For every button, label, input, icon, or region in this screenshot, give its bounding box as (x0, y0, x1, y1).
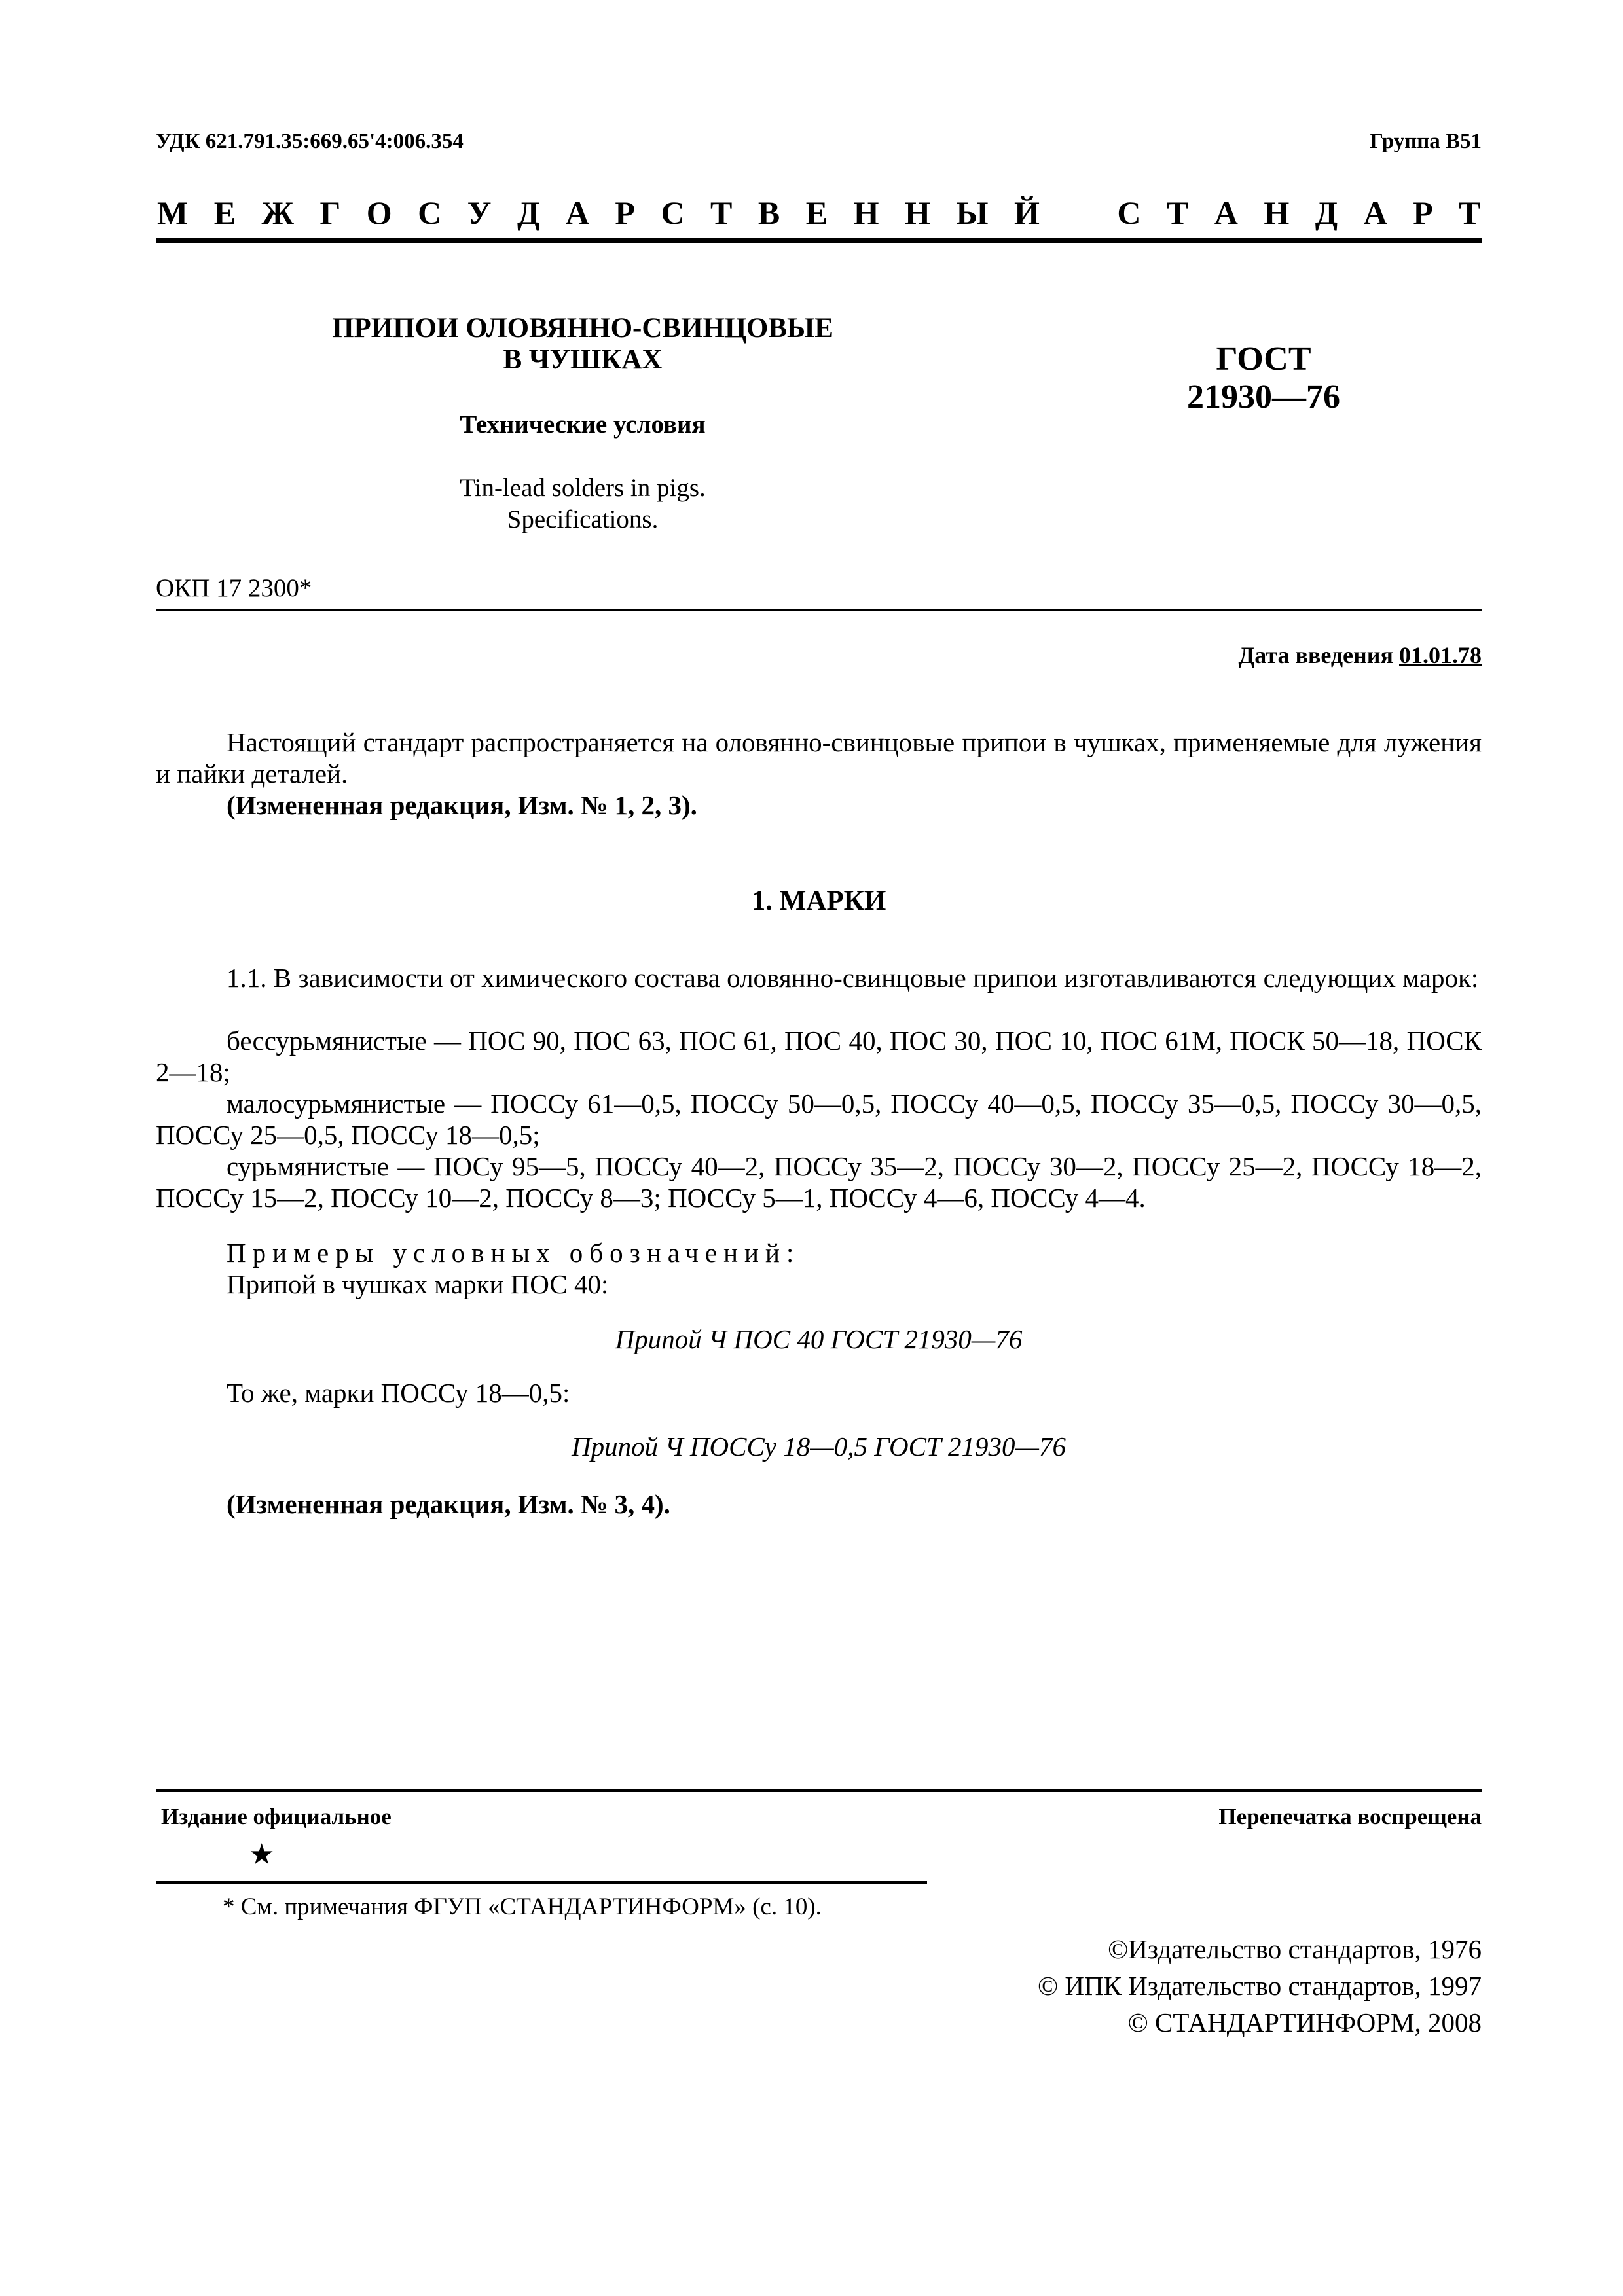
introduction-date-value: 01.01.78 (1399, 642, 1482, 668)
banner-letter: А (1214, 194, 1238, 231)
banner-letter: Т (710, 194, 733, 231)
okp-code: ОКП 17 2300* (156, 574, 312, 602)
scope-paragraph: Настоящий стандарт распространяется на оловянно-свинцовые припои в чушках, применяемые для лужения и пайки деталей. (156, 727, 1482, 789)
banner-letter: Р (615, 194, 635, 231)
copyright-block (1038, 1931, 1482, 2041)
gost-label: ГОСТ (1216, 340, 1311, 378)
english-title-line-1: Tin-lead solders in pigs. (460, 474, 706, 502)
udk-code: УДК 621.791.35:669.65'4:006.354 (156, 130, 464, 153)
banner-letter: Т (1459, 194, 1481, 231)
english-title-line-2: Specifications. (507, 505, 659, 533)
banner-letter: Е (213, 194, 236, 231)
banner-letter: Р (1413, 194, 1433, 231)
footnote-rule (156, 1881, 927, 1884)
low-antimony-grades: малосурьмянистые — ПОССу 61—0,5, ПОССу 50—0,5, ПОССу 40—0,5, ПОССу 35—0,5, ПОССу 30—0,5, ПОССу 25—0,5, ПОССу 18—0,5; (156, 1088, 1482, 1150)
banner-letter: Ж (261, 194, 294, 231)
copyright-2008: © СТАНДАРТИНФОРМ, 2008 (1127, 2007, 1482, 2037)
footnote: * См. примечания ФГУП «СТАНДАРТИНФОРМ» (с. 10). (223, 1893, 822, 1920)
banner-letter: Т (1166, 194, 1189, 231)
banner-letter: Г (319, 194, 341, 231)
banner-letter: Е (805, 194, 828, 231)
section-1-revision: (Измененная редакция, Изм. № 3, 4). (227, 1489, 670, 1519)
banner-letter: Н (904, 194, 930, 231)
official-edition-label: Издание официальное (161, 1804, 392, 1829)
banner-letter: М (157, 194, 189, 231)
banner-letter: С (1117, 194, 1141, 231)
copyright-1997: © ИПК Издательство стандартов, 1997 (1037, 1971, 1482, 2001)
document-subtitle: Технические условия (460, 410, 706, 439)
section-1-heading: 1. МАРКИ (751, 886, 886, 916)
banner-letter: Д (1315, 194, 1338, 231)
title-line-2: В ЧУШКАХ (503, 344, 663, 375)
top-rule (156, 238, 1482, 243)
banner-letter: Ы (956, 194, 989, 231)
introduction-date (1239, 641, 1482, 669)
antimony-grades: сурьмянистые — ПОСу 95—5, ПОССу 40—2, ПОССу 35—2, ПОССу 30—2, ПОССу 25—2, ПОССу 18—2, ПОССу 15—2, ПОССу 10—2, ПОССу 8—3; ПОССу 5—1, ПОССу 4—6, ПОССу 4—4. (156, 1151, 1482, 1213)
examples-label: Примеры условных обозначений: (227, 1238, 801, 1268)
gost-designation (1100, 340, 1427, 416)
footer-rule (156, 1789, 1482, 1792)
group-code: Группа В51 (1369, 130, 1482, 153)
example-2-designation: Припой Ч ПОССу 18—0,5 ГОСТ 21930—76 (572, 1431, 1066, 1462)
reprint-prohibited-label: Перепечатка воспрещена (1218, 1804, 1482, 1829)
banner-letter: Й (1013, 194, 1040, 231)
banner-letter: Д (517, 194, 540, 231)
gost-number: 21930—76 (1187, 378, 1340, 416)
banner-letter: О (366, 194, 392, 231)
standard-banner (157, 194, 1481, 232)
banner-letter: А (565, 194, 589, 231)
example-2-intro: То же, марки ПОССу 18—0,5: (227, 1378, 570, 1408)
document-title (275, 313, 890, 376)
star-mark: ★ (249, 1839, 275, 1871)
lead-free-antimony-grades: бессурьмянистые — ПОС 90, ПОС 63, ПОС 61, ПОС 40, ПОС 30, ПОС 10, ПОС 61М, ПОСК 50—18, ПОСК 2—18; (156, 1026, 1482, 1087)
banner-letter: А (1363, 194, 1387, 231)
banner-letter: С (661, 194, 685, 231)
banner-letter: Н (853, 194, 879, 231)
english-title (275, 473, 890, 535)
banner-letter: У (467, 194, 492, 231)
scope-revision: (Измененная редакция, Изм. № 1, 2, 3). (227, 790, 697, 820)
clause-1-1: 1.1. В зависимости от химического состава оловянно-свинцовые припои изготавливаются следующих марок: (227, 963, 1479, 993)
middle-rule (156, 609, 1482, 611)
example-1-intro: Припой в чушках марки ПОС 40: (227, 1269, 609, 1299)
banner-letter: В (757, 194, 780, 231)
banner-letter: Н (1264, 194, 1290, 231)
banner-letter: С (418, 194, 442, 231)
introduction-date-label: Дата введения (1238, 642, 1399, 668)
copyright-1976: ©Издательство стандартов, 1976 (1108, 1934, 1482, 1964)
title-line-1: ПРИПОИ ОЛОВЯННО-СВИНЦОВЫЕ (332, 313, 833, 344)
example-1-designation: Припой Ч ПОС 40 ГОСТ 21930—76 (615, 1324, 1023, 1354)
